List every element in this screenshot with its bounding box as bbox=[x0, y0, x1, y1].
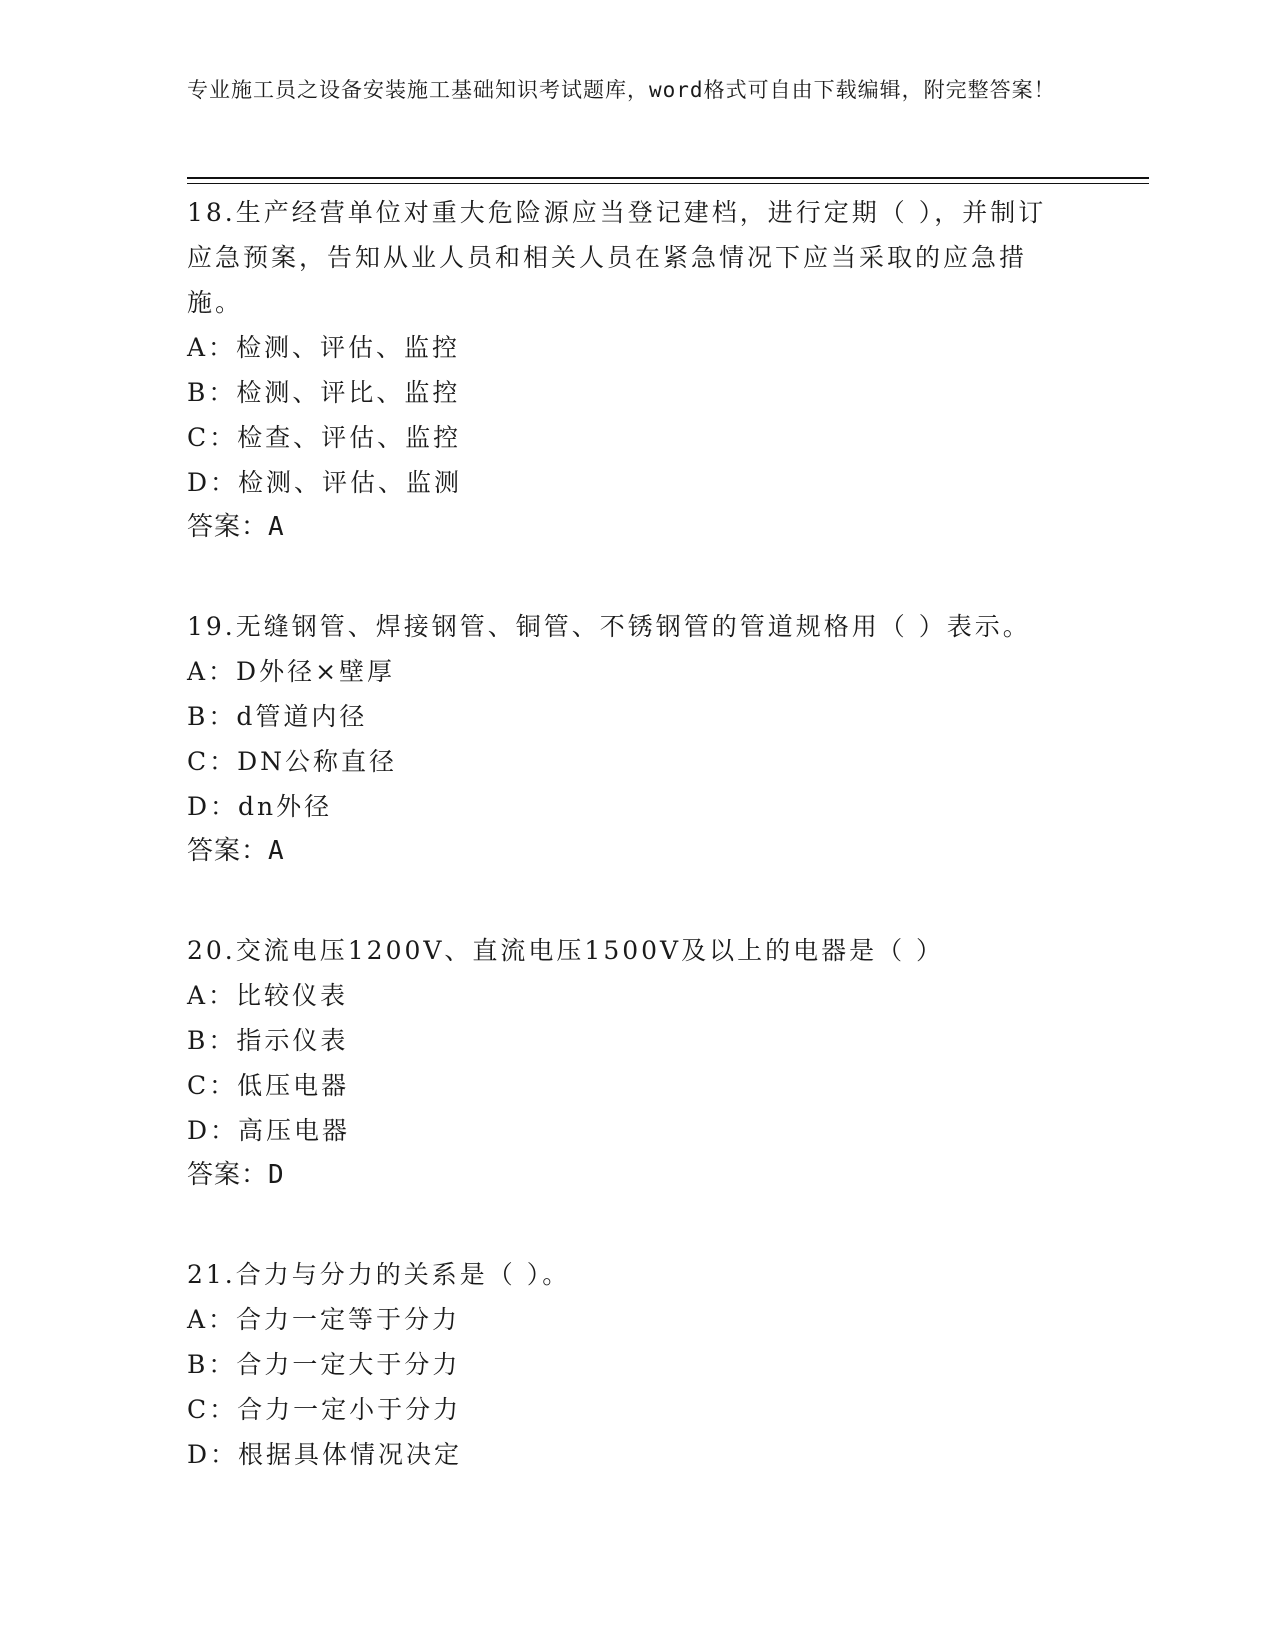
question-stem: 20.交流电压1200V、直流电压1500V及以上的电器是（ ） bbox=[187, 936, 945, 965]
header-rule-thin bbox=[187, 183, 1149, 184]
answer-line: 答案：A bbox=[187, 512, 285, 542]
option-c: C：DN公称直径 bbox=[187, 747, 398, 776]
question-stem: 18.生产经营单位对重大危险源应当登记建档，进行定期（ ），并制订应急预案，告知从业人员和相关人员在紧急情况下应当采取的应急措施。 bbox=[187, 198, 1047, 317]
document-header: 专业施工员之设备安装施工基础知识考试题库，word格式可自由下载编辑，附完整答案！ bbox=[187, 78, 1056, 102]
option-b: B：合力一定大于分力 bbox=[187, 1350, 461, 1379]
question-19 bbox=[187, 604, 1067, 874]
question-20 bbox=[187, 928, 1067, 1198]
option-b: B：检测、评比、监控 bbox=[187, 378, 461, 407]
option-a: A：检测、评估、监控 bbox=[187, 333, 461, 362]
option-c: C：检查、评估、监控 bbox=[187, 423, 462, 452]
question-list bbox=[187, 190, 1067, 1477]
option-a: A：比较仪表 bbox=[187, 981, 349, 1010]
option-d: D：高压电器 bbox=[187, 1116, 351, 1145]
option-d: D：检测、评估、监测 bbox=[187, 468, 463, 497]
option-a: A：合力一定等于分力 bbox=[187, 1305, 461, 1334]
question-spacer bbox=[187, 1198, 1067, 1252]
question-21 bbox=[187, 1252, 1067, 1477]
option-c: C：合力一定小于分力 bbox=[187, 1395, 462, 1424]
answer-line: 答案：D bbox=[187, 1160, 285, 1190]
answer-line: 答案：A bbox=[187, 836, 285, 866]
question-stem: 19.无缝钢管、焊接钢管、铜管、不锈钢管的管道规格用（ ）表示。 bbox=[187, 612, 1031, 641]
question-stem: 21.合力与分力的关系是（ ）。 bbox=[187, 1260, 571, 1289]
option-d: D：dn外径 bbox=[187, 792, 333, 821]
question-18 bbox=[187, 190, 1067, 550]
option-c: C：低压电器 bbox=[187, 1071, 350, 1100]
question-spacer bbox=[187, 874, 1067, 928]
option-d: D：根据具体情况决定 bbox=[187, 1440, 463, 1469]
option-b: B：指示仪表 bbox=[187, 1026, 349, 1055]
option-a: A：D外径×壁厚 bbox=[187, 657, 396, 686]
option-b: B：d管道内径 bbox=[187, 702, 368, 731]
question-spacer bbox=[187, 550, 1067, 604]
header-rule-thick bbox=[187, 177, 1149, 179]
